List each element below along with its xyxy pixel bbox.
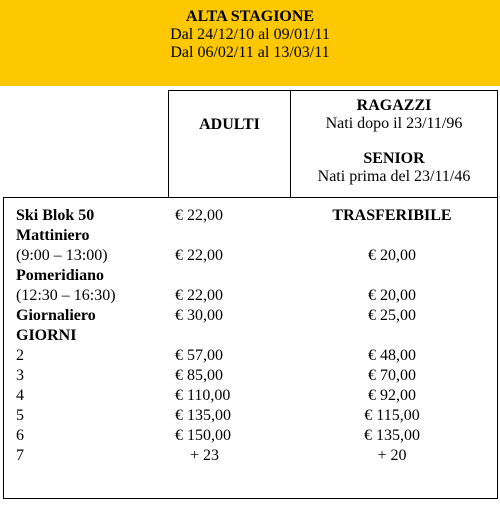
season-dates-1: Dal 24/12/10 al 09/01/11	[170, 26, 330, 43]
season-title: ALTA STAGIONE	[185, 8, 315, 25]
header-senior: SENIOR	[363, 150, 425, 167]
row-label-7-days: 7	[16, 447, 24, 464]
body-top-border	[3, 197, 498, 198]
price-adulti-4-days: € 110,00	[175, 387, 231, 404]
price-adulti-giornaliero: € 30,00	[175, 307, 223, 324]
row-label-pomeridiano-hours: (12:30 – 16:30)	[16, 287, 116, 304]
body-left-border	[3, 197, 4, 499]
row-label-mattiniero: Mattiniero	[16, 227, 90, 244]
body-bottom-border	[3, 498, 498, 499]
header-senior-sub: Nati prima del 23/11/46	[317, 168, 471, 185]
price-other-ski-blok: TRASFERIBILE	[332, 207, 452, 224]
table-right-border	[497, 90, 498, 499]
price-other-2-days: € 48,00	[368, 347, 416, 364]
row-label-mattiniero-hours: (9:00 – 13:00)	[16, 247, 108, 264]
season-dates-2: Dal 06/02/11 al 13/03/11	[170, 44, 330, 61]
price-adulti-3-days: € 85,00	[175, 367, 223, 384]
price-other-pomeridiano: € 20,00	[368, 287, 416, 304]
header-left-border	[168, 90, 169, 198]
price-adulti-2-days: € 57,00	[175, 347, 223, 364]
row-label-giorni: GIORNI	[16, 327, 77, 344]
price-adulti-6-days: € 150,00	[175, 427, 231, 444]
row-label-6-days: 6	[16, 427, 24, 444]
season-banner	[0, 0, 500, 86]
price-other-4-days: € 92,00	[368, 387, 416, 404]
price-other-giornaliero: € 25,00	[368, 307, 416, 324]
price-adulti-5-days: € 135,00	[175, 407, 231, 424]
price-other-5-days: € 115,00	[364, 407, 420, 424]
price-other-mattiniero: € 20,00	[368, 247, 416, 264]
row-label-4-days: 4	[16, 387, 24, 404]
header-top-border	[168, 90, 498, 91]
price-adulti-ski-blok: € 22,00	[175, 207, 223, 224]
price-adulti-pomeridiano: € 22,00	[175, 287, 223, 304]
price-other-3-days: € 70,00	[368, 367, 416, 384]
row-label-ski-blok: Ski Blok 50	[16, 207, 95, 224]
header-adulti: ADULTI	[199, 116, 260, 133]
price-adulti-mattiniero: € 22,00	[175, 247, 223, 264]
row-label-2-days: 2	[16, 347, 24, 364]
row-label-5-days: 5	[16, 407, 24, 424]
price-adulti-7-days: + 23	[190, 447, 220, 464]
price-other-7-days: + 20	[377, 447, 407, 464]
row-label-3-days: 3	[16, 367, 24, 384]
header-ragazzi: RAGAZZI	[356, 97, 432, 114]
price-other-6-days: € 135,00	[364, 427, 420, 444]
row-label-giornaliero: Giornaliero	[16, 307, 96, 324]
row-label-pomeridiano: Pomeridiano	[16, 267, 104, 284]
header-ragazzi-sub: Nati dopo il 23/11/96	[325, 115, 463, 132]
